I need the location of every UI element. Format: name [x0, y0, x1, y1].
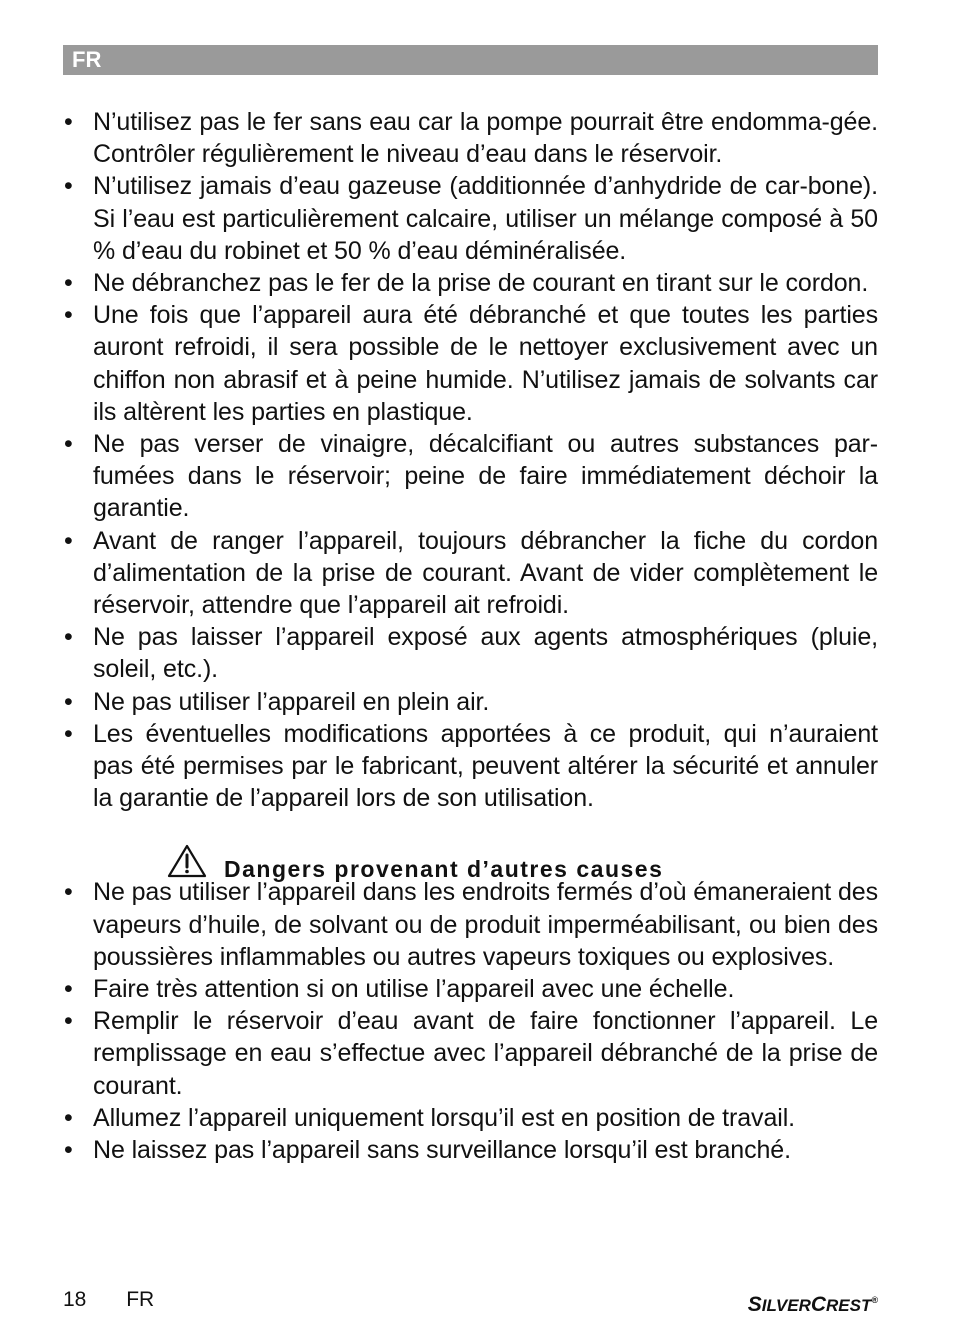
list-item: • Avant de ranger l’appareil, toujours débrancher la fiche du cordon d’alimentation de la prise de courant. Avant de vider complètement le réservoir, attendre que l’appareil ait refroidi.	[63, 525, 878, 622]
list-item: • Les éventuelles modifications apportées à ce produit, qui n’auraient pas été permises par le fabricant, peuvent altérer la sécurité et annuler la garantie de l’appareil lors de son utilisation.	[63, 718, 878, 815]
list-item: • Une fois que l’appareil aura été débranché et que toutes les parties auront refroidi, il sera possible de le nettoyer exclusivement avec un chiffon non abrasif et à peine humide. N’utilisez jamais de solvants car ils altèrent les parties en plastique.	[63, 299, 878, 428]
list-item: • N’utilisez pas le fer sans eau car la pompe pourrait être endomma-gée. Contrôler régulièrement le niveau d’eau dans le réservoir.	[63, 106, 878, 170]
list-item: • Ne laissez pas l’appareil sans surveillance lorsqu’il est branché.	[63, 1134, 878, 1166]
list-item: • Ne pas utiliser l’appareil en plein air.	[63, 686, 878, 718]
warning-triangle-icon	[167, 844, 207, 878]
list-item: • Ne pas verser de vinaigre, décalcifiant ou autres substances par-fumées dans le réservoir; peine de faire immédiatement déchoir la garantie.	[63, 428, 878, 525]
list-item: • N’utilisez jamais d’eau gazeuse (additionnée d’anhydride de car-bone). Si l’eau est particulièrement calcaire, utiliser un mélange composé à 50 % d’eau du robinet et 50 % d’eau déminéralisée.	[63, 170, 878, 267]
page-content	[63, 106, 878, 1166]
brand-logo: SILVERCREST®	[747, 1293, 878, 1316]
language-header-bar	[63, 45, 878, 75]
safety-list-bottom	[63, 876, 878, 1166]
list-item: • Ne pas laisser l’appareil exposé aux agents atmosphériques (pluie, soleil, etc.).	[63, 621, 878, 685]
list-item: • Allumez l’appareil uniquement lorsqu’il est en position de travail.	[63, 1102, 878, 1134]
list-item: • Faire très attention si on utilise l’appareil avec une échelle.	[63, 973, 878, 1005]
footer-language: FR	[126, 1288, 155, 1311]
section-title: Dangers provenant d’autres causes	[224, 856, 664, 883]
safety-list-top	[63, 106, 878, 814]
list-item: • Remplir le réservoir d’eau avant de faire fonctionner l’appareil. Le remplissage en eau s’effectue avec l’appareil débranché de la prise de courant.	[63, 1005, 878, 1102]
language-label: FR	[72, 47, 102, 72]
page-footer	[63, 1288, 154, 1312]
page-number: 18	[63, 1288, 87, 1311]
list-item: • Ne débranchez pas le fer de la prise de courant en tirant sur le cordon.	[63, 267, 878, 299]
list-item: • Ne pas utiliser l’appareil dans les endroits fermés d’où émaneraient des vapeurs d’huile, de solvant ou de produit imperméabilisant, ou bien des poussières inflammables ou autres vapeurs toxiques ou explosives.	[63, 876, 878, 973]
